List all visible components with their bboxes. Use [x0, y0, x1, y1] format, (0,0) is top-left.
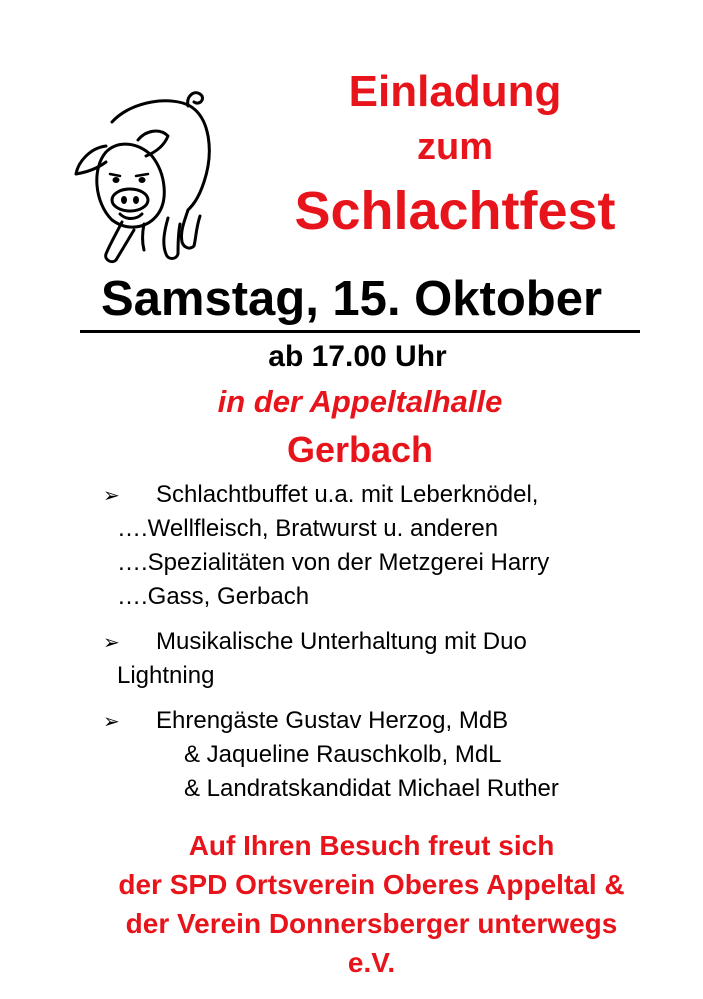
list-item-line: ….Gass, Gerbach: [117, 583, 310, 610]
arrow-bullet-icon: ➢: [103, 485, 120, 507]
footer-line: der SPD Ortsverein Oberes Appeltal &: [118, 869, 625, 900]
footer-line: e.V.: [347, 947, 396, 978]
arrow-bullet-icon: ➢: [103, 711, 120, 733]
title-schlachtfest: Schlachtfest: [294, 181, 616, 241]
program-list: [0, 478, 703, 817]
list-item-line: ….Wellfleisch, Bratwurst u. anderen: [117, 515, 499, 542]
list-item: [0, 625, 703, 693]
footer-line: Auf Ihren Besuch freut sich: [188, 830, 555, 861]
list-item: [0, 478, 703, 614]
list-item-line: & Landratskandidat Michael Ruther: [184, 775, 559, 802]
list-item-line: Schlachtbuffet u.a. mit Leberknödel,: [156, 481, 539, 508]
title-einladung: Einladung: [348, 67, 562, 116]
list-item-line: & Jaqueline Rauschkolb, MdL: [184, 741, 502, 768]
list-item-line: ….Spezialitäten von der Metzgerei Harry: [117, 549, 550, 576]
footer-invitation: [0, 826, 703, 982]
list-item-line: Ehrengäste Gustav Herzog, MdB: [156, 707, 509, 734]
event-town: Gerbach: [286, 429, 434, 470]
list-item-line: Musikalische Unterhaltung mit Duo: [156, 628, 527, 655]
date-underline: [80, 330, 640, 333]
title-zum: zum: [417, 126, 493, 168]
event-venue: in der Appeltalhalle: [217, 384, 503, 419]
list-item-line: Lightning: [117, 662, 215, 689]
arrow-bullet-icon: ➢: [103, 632, 120, 654]
event-date: Samstag, 15. Oktober: [100, 272, 603, 326]
footer-line: der Verein Donnersberger unterwegs: [125, 908, 618, 939]
list-item: [0, 704, 703, 806]
event-time: ab 17.00 Uhr: [268, 340, 447, 373]
pig-icon: [72, 82, 220, 270]
